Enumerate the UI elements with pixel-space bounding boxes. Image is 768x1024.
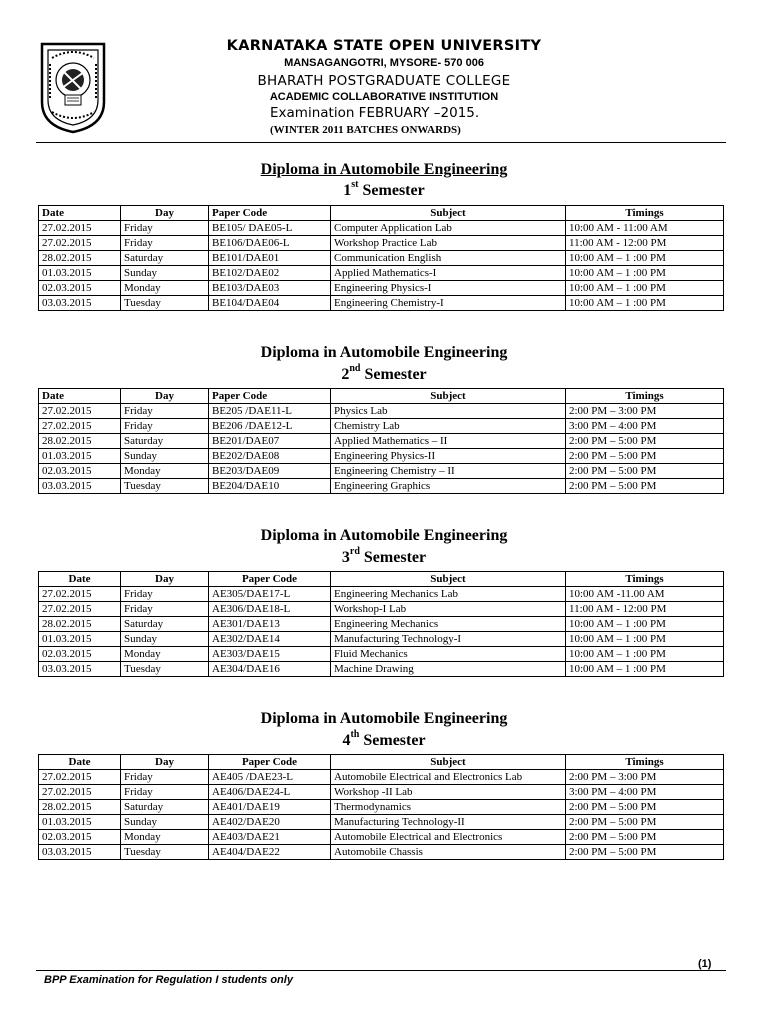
table-row <box>39 281 724 296</box>
date-cell: 01.03.2015 <box>39 632 121 647</box>
day-cell: Friday <box>121 404 209 419</box>
subject-cell: Engineering Mechanics Lab <box>331 587 566 602</box>
timings-cell: 2:00 PM – 3:00 PM <box>566 404 724 419</box>
day-cell: Sunday <box>121 815 209 830</box>
table-row <box>39 647 724 662</box>
subject-cell: Manufacturing Technology-II <box>331 815 566 830</box>
header-divider <box>36 142 726 143</box>
table-header-row <box>39 572 724 587</box>
timings-cell: 3:00 PM – 4:00 PM <box>566 419 724 434</box>
semester-heading: 3rd Semester <box>341 545 427 566</box>
day-cell: Monday <box>121 647 209 662</box>
col-paper-code: Paper Code <box>209 755 331 770</box>
semester-heading: 4th Semester <box>342 728 426 749</box>
paper-code-cell: AE305/DAE17-L <box>209 587 331 602</box>
subject-cell: Engineering Graphics <box>331 479 566 494</box>
subject-cell: Machine Drawing <box>331 662 566 677</box>
paper-code-cell: AE301/DAE13 <box>209 617 331 632</box>
col-date: Date <box>39 755 121 770</box>
paper-code-cell: AE404/DAE22 <box>209 845 331 860</box>
institution-type: ACADEMIC COLLABORATIVE INSTITUTION <box>269 91 499 103</box>
date-cell: 28.02.2015 <box>39 617 121 632</box>
table-row <box>39 830 724 845</box>
table-row <box>39 617 724 632</box>
date-cell: 01.03.2015 <box>39 449 121 464</box>
date-cell: 03.03.2015 <box>39 845 121 860</box>
date-cell: 27.02.2015 <box>39 785 121 800</box>
schedule-table <box>38 205 724 311</box>
paper-code-cell: AE302/DAE14 <box>209 632 331 647</box>
col-subject: Subject <box>331 206 566 221</box>
university-seal-logo <box>36 40 110 134</box>
timings-cell: 2:00 PM – 5:00 PM <box>566 464 724 479</box>
timings-cell: 10:00 AM – 1 :00 PM <box>566 632 724 647</box>
timings-cell: 2:00 PM – 5:00 PM <box>566 434 724 449</box>
date-cell: 03.03.2015 <box>39 296 121 311</box>
date-cell: 01.03.2015 <box>39 815 121 830</box>
subject-cell: Chemistry Lab <box>331 419 566 434</box>
timings-cell: 10:00 AM – 1 :00 PM <box>566 617 724 632</box>
table-header-row <box>39 755 724 770</box>
paper-code-cell: BE206 /DAE12-L <box>209 419 331 434</box>
timings-cell: 10:00 AM – 1 :00 PM <box>566 296 724 311</box>
col-date: Date <box>39 389 121 404</box>
table-body <box>39 770 724 860</box>
subject-cell: Engineering Chemistry – II <box>331 464 566 479</box>
semester-heading: 1st Semester <box>343 178 425 199</box>
timings-cell: 2:00 PM – 5:00 PM <box>566 815 724 830</box>
paper-code-cell: AE304/DAE16 <box>209 662 331 677</box>
paper-code-cell: BE102/DAE02 <box>209 266 331 281</box>
section-title: Diploma in Automobile Engineering <box>260 344 508 361</box>
timings-cell: 2:00 PM – 5:00 PM <box>566 845 724 860</box>
day-cell: Friday <box>121 602 209 617</box>
col-day: Day <box>121 572 209 587</box>
subject-cell: Workshop-I Lab <box>331 602 566 617</box>
col-timings: Timings <box>566 206 724 221</box>
day-cell: Monday <box>121 281 209 296</box>
table-row <box>39 770 724 785</box>
table-row <box>39 434 724 449</box>
table-body <box>39 221 724 311</box>
paper-code-cell: AE406/DAE24-L <box>209 785 331 800</box>
subject-cell: Automobile Electrical and Electronics <box>331 830 566 845</box>
table-row <box>39 632 724 647</box>
day-cell: Saturday <box>121 251 209 266</box>
date-cell: 02.03.2015 <box>39 464 121 479</box>
table-header-row <box>39 206 724 221</box>
col-subject: Subject <box>331 755 566 770</box>
col-timings: Timings <box>566 389 724 404</box>
subject-cell: Automobile Chassis <box>331 845 566 860</box>
paper-code-cell: BE101/DAE01 <box>209 251 331 266</box>
table-row <box>39 404 724 419</box>
day-cell: Saturday <box>121 800 209 815</box>
timings-cell: 2:00 PM – 5:00 PM <box>566 830 724 845</box>
day-cell: Sunday <box>121 266 209 281</box>
subject-cell: Workshop Practice Lab <box>331 236 566 251</box>
col-timings: Timings <box>566 755 724 770</box>
table-row <box>39 845 724 860</box>
table-row <box>39 419 724 434</box>
day-cell: Monday <box>121 830 209 845</box>
timings-cell: 2:00 PM – 5:00 PM <box>566 449 724 464</box>
subject-cell: Applied Mathematics-I <box>331 266 566 281</box>
date-cell: 28.02.2015 <box>39 800 121 815</box>
subject-cell: Computer Application Lab <box>331 221 566 236</box>
date-cell: 03.03.2015 <box>39 662 121 677</box>
date-cell: 27.02.2015 <box>39 419 121 434</box>
table-row <box>39 785 724 800</box>
page-number: (1) <box>698 958 712 970</box>
date-cell: 03.03.2015 <box>39 479 121 494</box>
subject-cell: Applied Mathematics – II <box>331 434 566 449</box>
date-cell: 01.03.2015 <box>39 266 121 281</box>
subject-cell: Automobile Electrical and Electronics Lab <box>331 770 566 785</box>
col-timings: Timings <box>566 572 724 587</box>
timings-cell: 10:00 AM – 1 :00 PM <box>566 251 724 266</box>
col-subject: Subject <box>331 389 566 404</box>
university-name: KARNATAKA STATE OPEN UNIVERSITY <box>226 38 542 54</box>
subject-cell: Manufacturing Technology-I <box>331 632 566 647</box>
timings-cell: 10:00 AM – 1 :00 PM <box>566 266 724 281</box>
table-row <box>39 296 724 311</box>
paper-code-cell: AE303/DAE15 <box>209 647 331 662</box>
college-name: BHARATH POSTGRADUATE COLLEGE <box>257 73 511 89</box>
table-row <box>39 479 724 494</box>
col-date: Date <box>39 572 121 587</box>
paper-code-cell: BE203/DAE09 <box>209 464 331 479</box>
university-address: MANSAGANGOTRI, MYSORE- 570 006 <box>284 57 484 69</box>
subject-cell: Physics Lab <box>331 404 566 419</box>
subject-cell: Communication English <box>331 251 566 266</box>
table-body <box>39 404 724 494</box>
timings-cell: 2:00 PM – 5:00 PM <box>566 479 724 494</box>
col-paper-code: Paper Code <box>209 206 331 221</box>
batch-note: (WINTER 2011 BATCHES ONWARDS) <box>270 124 461 136</box>
day-cell: Friday <box>121 236 209 251</box>
table-row <box>39 464 724 479</box>
day-cell: Sunday <box>121 632 209 647</box>
day-cell: Friday <box>121 770 209 785</box>
schedule-table <box>38 571 724 677</box>
date-cell: 27.02.2015 <box>39 587 121 602</box>
paper-code-cell: BE205 /DAE11-L <box>209 404 331 419</box>
day-cell: Tuesday <box>121 845 209 860</box>
day-cell: Saturday <box>121 434 209 449</box>
timings-cell: 2:00 PM – 5:00 PM <box>566 800 724 815</box>
paper-code-cell: AE403/DAE21 <box>209 830 331 845</box>
timings-cell: 11:00 AM - 12:00 PM <box>566 602 724 617</box>
col-day: Day <box>121 206 209 221</box>
paper-code-cell: BE201/DAE07 <box>209 434 331 449</box>
table-row <box>39 221 724 236</box>
schedule-table <box>38 388 724 494</box>
subject-cell: Engineering Chemistry-I <box>331 296 566 311</box>
timings-cell: 10:00 AM – 1 :00 PM <box>566 281 724 296</box>
paper-code-cell: BE106/DAE06-L <box>209 236 331 251</box>
schedule-table <box>38 754 724 860</box>
section-title: Diploma in Automobile Engineering <box>260 161 508 178</box>
date-cell: 27.02.2015 <box>39 221 121 236</box>
col-day: Day <box>121 755 209 770</box>
date-cell: 27.02.2015 <box>39 404 121 419</box>
section-title: Diploma in Automobile Engineering <box>260 710 508 727</box>
subject-cell: Fluid Mechanics <box>331 647 566 662</box>
exam-title: Examination FEBRUARY –2015. <box>270 105 480 121</box>
timings-cell: 10:00 AM - 11:00 AM <box>566 221 724 236</box>
paper-code-cell: BE202/DAE08 <box>209 449 331 464</box>
subject-cell: Thermodynamics <box>331 800 566 815</box>
table-row <box>39 251 724 266</box>
col-day: Day <box>121 389 209 404</box>
timings-cell: 10:00 AM -11.00 AM <box>566 587 724 602</box>
table-row <box>39 587 724 602</box>
date-cell: 02.03.2015 <box>39 647 121 662</box>
date-cell: 27.02.2015 <box>39 770 121 785</box>
section-title: Diploma in Automobile Engineering <box>260 527 508 544</box>
paper-code-cell: AE401/DAE19 <box>209 800 331 815</box>
paper-code-cell: AE405 /DAE23-L <box>209 770 331 785</box>
col-date: Date <box>39 206 121 221</box>
day-cell: Tuesday <box>121 296 209 311</box>
paper-code-cell: BE105/ DAE05-L <box>209 221 331 236</box>
table-row <box>39 236 724 251</box>
table-header-row <box>39 389 724 404</box>
day-cell: Monday <box>121 464 209 479</box>
paper-code-cell: BE204/DAE10 <box>209 479 331 494</box>
subject-cell: Engineering Physics-I <box>331 281 566 296</box>
table-row <box>39 266 724 281</box>
date-cell: 02.03.2015 <box>39 830 121 845</box>
col-paper-code: Paper Code <box>209 389 331 404</box>
table-row <box>39 815 724 830</box>
date-cell: 27.02.2015 <box>39 602 121 617</box>
paper-code-cell: AE306/DAE18-L <box>209 602 331 617</box>
col-paper-code: Paper Code <box>209 572 331 587</box>
timings-cell: 11:00 AM - 12:00 PM <box>566 236 724 251</box>
timings-cell: 3:00 PM – 4:00 PM <box>566 785 724 800</box>
subject-cell: Engineering Physics-II <box>331 449 566 464</box>
paper-code-cell: BE103/DAE03 <box>209 281 331 296</box>
date-cell: 27.02.2015 <box>39 236 121 251</box>
day-cell: Tuesday <box>121 479 209 494</box>
subject-cell: Workshop -II Lab <box>331 785 566 800</box>
footer-divider <box>36 970 726 971</box>
timings-cell: 2:00 PM – 3:00 PM <box>566 770 724 785</box>
day-cell: Sunday <box>121 449 209 464</box>
table-body <box>39 587 724 677</box>
day-cell: Friday <box>121 221 209 236</box>
col-subject: Subject <box>331 572 566 587</box>
date-cell: 02.03.2015 <box>39 281 121 296</box>
paper-code-cell: BE104/DAE04 <box>209 296 331 311</box>
day-cell: Saturday <box>121 617 209 632</box>
table-row <box>39 449 724 464</box>
subject-cell: Engineering Mechanics <box>331 617 566 632</box>
timings-cell: 10:00 AM – 1 :00 PM <box>566 662 724 677</box>
date-cell: 28.02.2015 <box>39 251 121 266</box>
table-row <box>39 662 724 677</box>
date-cell: 28.02.2015 <box>39 434 121 449</box>
table-row <box>39 800 724 815</box>
footer-note: BPP Examination for Regulation I students only <box>44 974 293 986</box>
semester-heading: 2nd Semester <box>341 362 427 383</box>
day-cell: Friday <box>121 587 209 602</box>
timings-cell: 10:00 AM – 1 :00 PM <box>566 647 724 662</box>
table-row <box>39 602 724 617</box>
day-cell: Tuesday <box>121 662 209 677</box>
day-cell: Friday <box>121 785 209 800</box>
day-cell: Friday <box>121 419 209 434</box>
paper-code-cell: AE402/DAE20 <box>209 815 331 830</box>
